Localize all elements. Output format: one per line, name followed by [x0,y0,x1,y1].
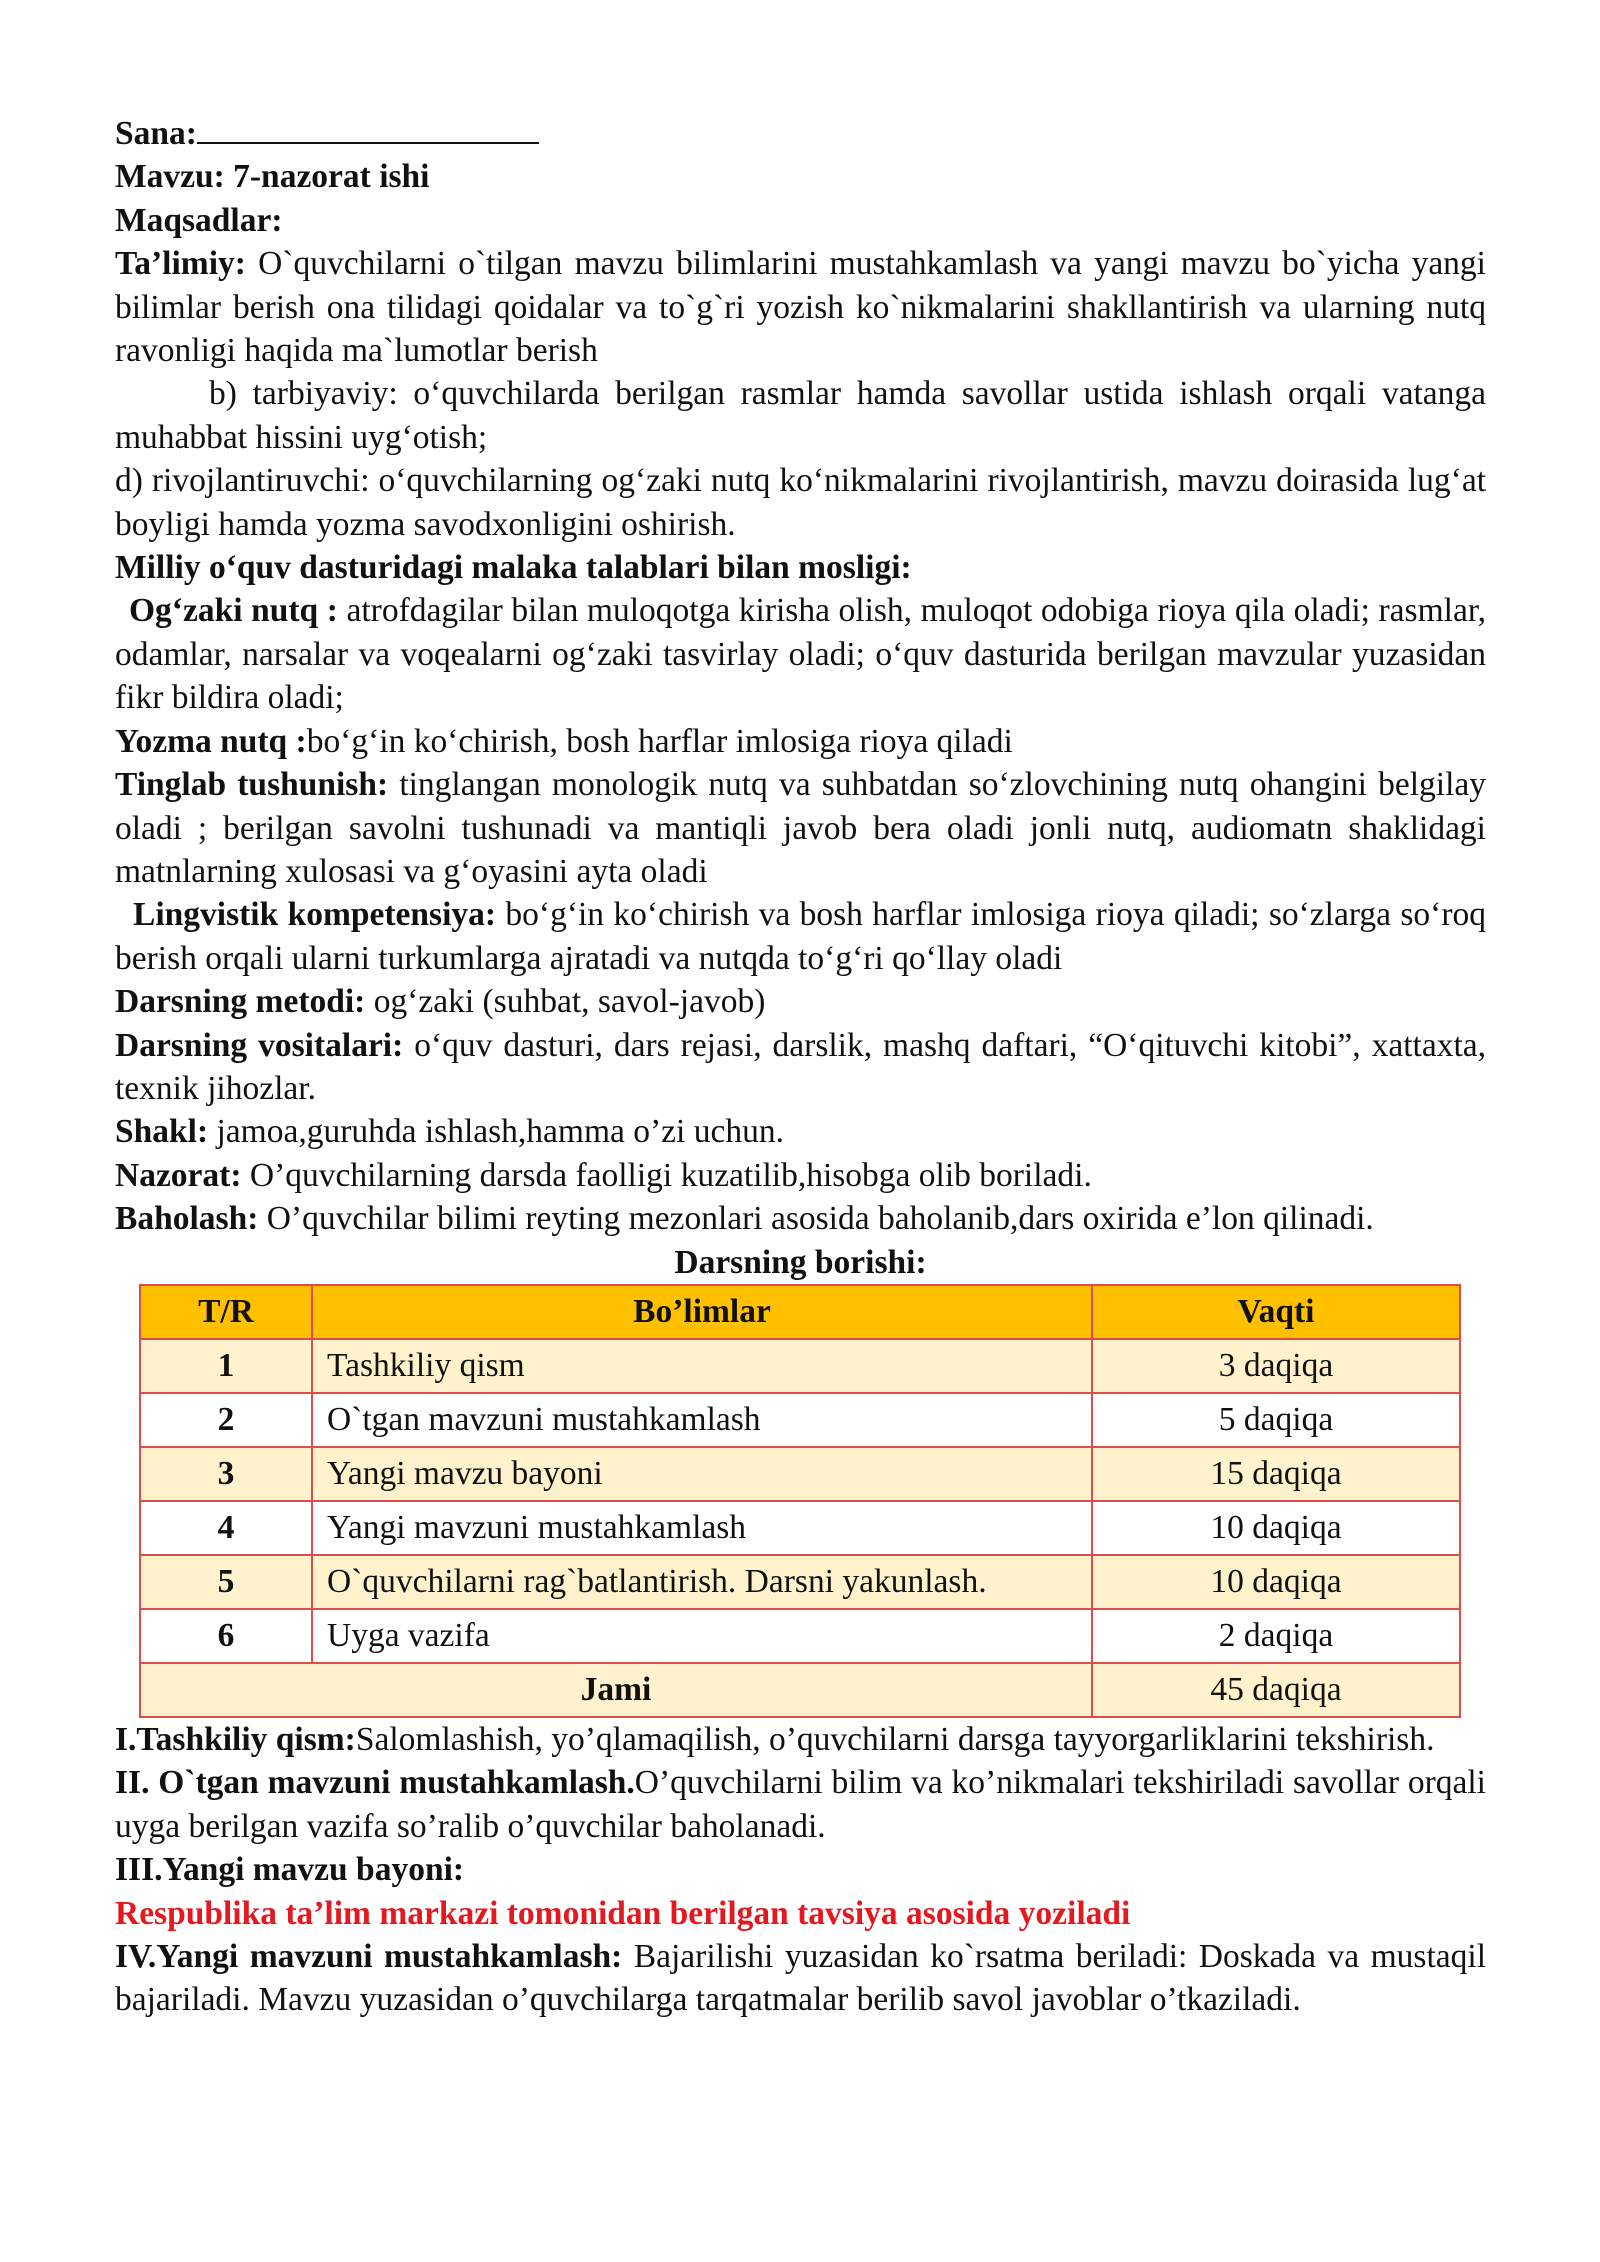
linguistic-label: Lingvistik kompetensiya: [133,896,497,934]
row-time: 2 daqiqa [1092,1609,1460,1663]
row-section: Tashkiliy qism [312,1339,1092,1393]
lesson-form [115,1110,1486,1153]
assessment-label: Baholash: [115,1200,259,1238]
table-row [140,1555,1460,1609]
listening-label: Tinglab tushunish: [115,766,389,804]
row-section: O`tgan mavzuni mustahkamlash [312,1393,1092,1447]
stage1-text: Salomlashish, yo’qlamaqilish, o’quvchilarni darsga tayyorgarliklarini tekshirish. [355,1720,1435,1758]
stage2-label: II. O`tgan mavzuni mustahkamlash. [115,1764,635,1802]
lesson-method [115,980,1486,1023]
lesson-assessment [115,1197,1486,1240]
stage-new-topic: III.Yangi mavzu bayoni: [115,1851,465,1889]
row-section: Yangi mavzu bayoni [312,1447,1092,1501]
control-text: O’quvchilarning darsda faolligi kuzatilib,hisobga olib boriladi. [249,1156,1092,1194]
row-section: Uyga vazifa [312,1609,1092,1663]
table-row [140,1339,1460,1393]
competencies-heading: Milliy o‘quv dasturidagi malaka talablari bilan mosligi: [115,549,912,587]
table-row [140,1609,1460,1663]
date-blank-field [197,114,539,144]
competency-listening [115,763,1486,893]
row-time: 10 daqiqa [1092,1501,1460,1555]
stage-review [115,1761,1486,1848]
goal-upbringing: b) tarbiyaviy: o‘quvchilarda berilgan rasmlar hamda savollar ustida ishlash orqali vatanga muhabbat hissini uyg‘otish; [115,375,1486,456]
stage4-text: Bajarilishi yuzasidan ko`rsatma beriladi: Doskada va mustaqil bajariladi. Mavzu yuzasidan o’quvchilarga tarqatmalar berilib savol javoblar o’tkaziladi. [115,1938,1486,2019]
stage1-label: I.Tashkiliy qism: [115,1720,356,1758]
oral-label: Og‘zaki nutq : [129,592,338,630]
table-row [140,1393,1460,1447]
row-time: 3 daqiqa [1092,1339,1460,1393]
row-number: 5 [140,1555,312,1609]
linguistic-text: bo‘g‘in ko‘chirish va bosh harflar imlosiga rioya qiladi; so‘zlarga so‘roq berish orqali ularni turkumlarga ajratadi va nutqda to‘g‘ri qo‘llay oladi [115,896,1486,977]
row-section: O`quvchilarni rag`batlantirish. Darsni yakunlash. [312,1555,1092,1609]
row-time: 5 daqiqa [1092,1393,1460,1447]
listening-text: tinglangan monologik nutq va suhbatdan so‘zlovchining nutq ohangini belgilay oladi ; berilgan savolni tushunadi va mantiqli javob bera oladi jonli nutq, audiomatn shaklidagi matnlarning xulosasi va g‘oyasini ayta oladi [115,766,1487,890]
topic-label: Mavzu: [115,158,225,196]
row-number: 1 [140,1339,312,1393]
assessment-text: O’quvchilar bilimi reyting mezonlari asosida baholanib,dars oxirida e’lon qilinadi. [266,1200,1374,1238]
table-total-row [140,1663,1460,1717]
row-time: 15 daqiqa [1092,1447,1460,1501]
competency-linguistic [115,893,1486,980]
column-header-time: Vaqti [1092,1285,1460,1339]
goal-educational [115,242,1486,372]
row-number: 3 [140,1447,312,1501]
goal-developing: d) rivojlantiruvchi: o‘quvchilarning og‘zaki nutq ko‘nikmalarini rivojlantirish, mavzu doirasida lug‘at boyligi hamda yozma savodxonligini oshirish. [115,462,1486,543]
competency-written [115,720,1486,763]
lesson-control [115,1154,1486,1197]
table-row [140,1501,1460,1555]
stage4-label: IV.Yangi mavzuni mustahkamlash: [115,1938,623,1975]
row-section: Yangi mavzuni mustahkamlash [312,1501,1092,1555]
column-header-sections: Bo’limlar [312,1285,1092,1339]
column-header-number: T/R [140,1285,312,1339]
topic-line [115,155,1486,198]
competency-oral [115,589,1486,719]
tools-label: Darsning vositalari: [115,1026,404,1064]
table-header-row [140,1285,1460,1339]
goals-heading: Maqsadlar: [115,201,283,239]
tools-text: o‘quv dasturi, dars rejasi, darslik, mashq daftari, “O‘qituvchi kitobi”, xattaxta, texnik jihozlar. [115,1026,1487,1107]
educational-text: O`quvchilarni o`tilgan mavzu bilimlarini mustahkamlash va yangi mavzu bo`yicha yangi bilimlar berish ona tilidagi qoidalar va to`g`ri yozish ko`nikmalarini shakllantirish va ularning nutq ravonligi haqida ma`lumotlar berish [115,245,1486,370]
control-label: Nazorat: [115,1156,242,1194]
topic-value: 7-nazorat ishi [233,158,430,196]
progress-heading: Darsning borishi: [674,1243,927,1281]
row-number: 6 [140,1609,312,1663]
written-text: bo‘g‘in ko‘chirish, bosh harflar imlosiga rioya qiladi [306,722,1013,760]
stage2-text: O’quvchilarni bilim va ko’nikmalari tekshiriladi savollar orqali uyga berilgan vazifa so’ralib o’quvchilar baholanadi. [115,1764,1486,1845]
table-row [140,1447,1460,1501]
stage-organizational [115,1718,1486,1761]
lesson-tools [115,1024,1486,1111]
date-label: Sana: [115,115,197,152]
stage-new-topic-note: Respublika ta’lim markazi tomonidan berilgan tavsiya asosida yoziladi [115,1894,1131,1932]
stage-reinforcement [115,1935,1486,2022]
total-label: Jami [140,1663,1092,1717]
written-label: Yozma nutq : [115,722,307,760]
oral-text: atrofdagilar bilan muloqotga kirisha olish, muloqot odobiga rioya qila oladi; rasmlar, odamlar, narsalar va voqealarni og‘zaki tasvirlay oladi; o‘quv dasturida berilgan mavzular yuzasidan fikr bildira oladi; [115,592,1487,717]
form-label: Shakl: [115,1113,209,1151]
row-number: 4 [140,1501,312,1555]
lesson-progress-table [139,1284,1461,1718]
method-label: Darsning metodi: [115,983,366,1021]
row-time: 10 daqiqa [1092,1555,1460,1609]
row-number: 2 [140,1393,312,1447]
educational-label: Ta’limiy: [115,245,246,283]
form-text: jamoa,guruhda ishlash,hamma o’zi uchun. [216,1113,784,1151]
method-text: og‘zaki (suhbat, savol-javob) [373,983,766,1021]
total-time: 45 daqiqa [1092,1663,1460,1717]
date-line [115,112,1486,155]
